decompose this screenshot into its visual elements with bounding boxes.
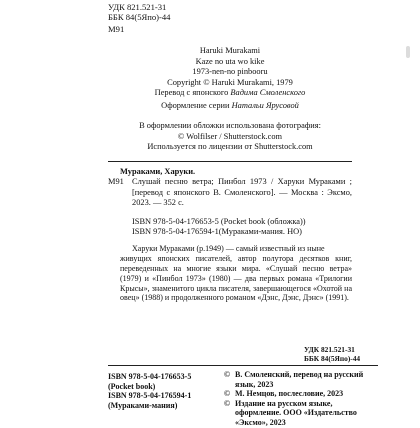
designer-name: Натальи Ярусовой: [231, 101, 299, 110]
translation-line: Перевод с японского Вадима Смоленского: [154, 88, 306, 97]
biblio-isbn-2: ISBN 978-5-04-176594-1(Мураками-мания. НО): [132, 227, 302, 237]
series-design: Оформление серии Натальи Ярусовой: [161, 101, 299, 110]
biblio-isbn-1: ISBN 978-5-04-176653-5 (Pocket book (обложка)): [132, 216, 306, 226]
udk-code: УДК 821.521-31: [108, 2, 167, 12]
scroll-handle[interactable]: [406, 46, 410, 58]
biblio-body: Слушай песню ветра; Пинбол 1973 / Харуки Мураками ; [перевод с японского В. Смоленского]. — Москва : Эксмо, 2023. — 352 с.: [132, 177, 352, 208]
udk-right: УДК 821.521-31 ББК 84(5Япо)-44: [304, 345, 361, 363]
bbk-code: ББК 84(5Япо)-44: [108, 12, 171, 22]
top-divider: [108, 161, 352, 162]
original-info: [108, 46, 352, 99]
author-sign: М91: [108, 24, 125, 34]
original-author: Haruki Murakami: [199, 46, 261, 55]
translator-name: Вадима Смоленского: [230, 88, 306, 97]
bottom-divider: [108, 365, 378, 366]
copyright-symbol: ©: [224, 398, 230, 408]
cover-photo-credits: В оформлении обложки использована фотография: © Wolfilser / Shutterstock.com Используется по лицензии от Shutterstock.com: [139, 121, 321, 151]
biblio-heading: Мураками, Харуки.: [120, 167, 196, 176]
original-title-2: 1973-nen-no pinbooru: [192, 67, 268, 76]
bibliographic-record: [108, 167, 352, 303]
copyright-symbol: ©: [224, 389, 230, 399]
annotation: Харуки Мураками (р.1949) — самый известный из ныне живущих японских писателей, автор полутора десятков книг, переведенных на многие языки мира. «Слушай песню ветра» (1979) и «Пинбол 1973» (1980) — два первых романа «Трилогии Крысы», знаменитого цикла писателя, завершающегося «Охотой на овец» (1988) и продолженного романом «Дэнс, Дэнс, Дэнс» (1991).: [120, 244, 352, 303]
original-title: Kaze no uta wo kike: [195, 56, 265, 66]
footer-isbn: ISBN 978-5-04-176653-5 (Pocket book) ISBN 978-5-04-176594-1 (Мураками-мания): [108, 372, 192, 410]
copyright-symbol: ©: [224, 370, 230, 379]
biblio-code: М91: [108, 177, 124, 187]
copyright-line: Copyright © Haruki Murakami, 1979: [167, 77, 293, 87]
footer-copyright: © В. Смоленский, перевод на русский язык, 2023 © М. Немцов, послесловие, 2023 © Издание на русском языке, оформление. ООО «Издательство «Эксмо», 2023: [224, 370, 364, 427]
